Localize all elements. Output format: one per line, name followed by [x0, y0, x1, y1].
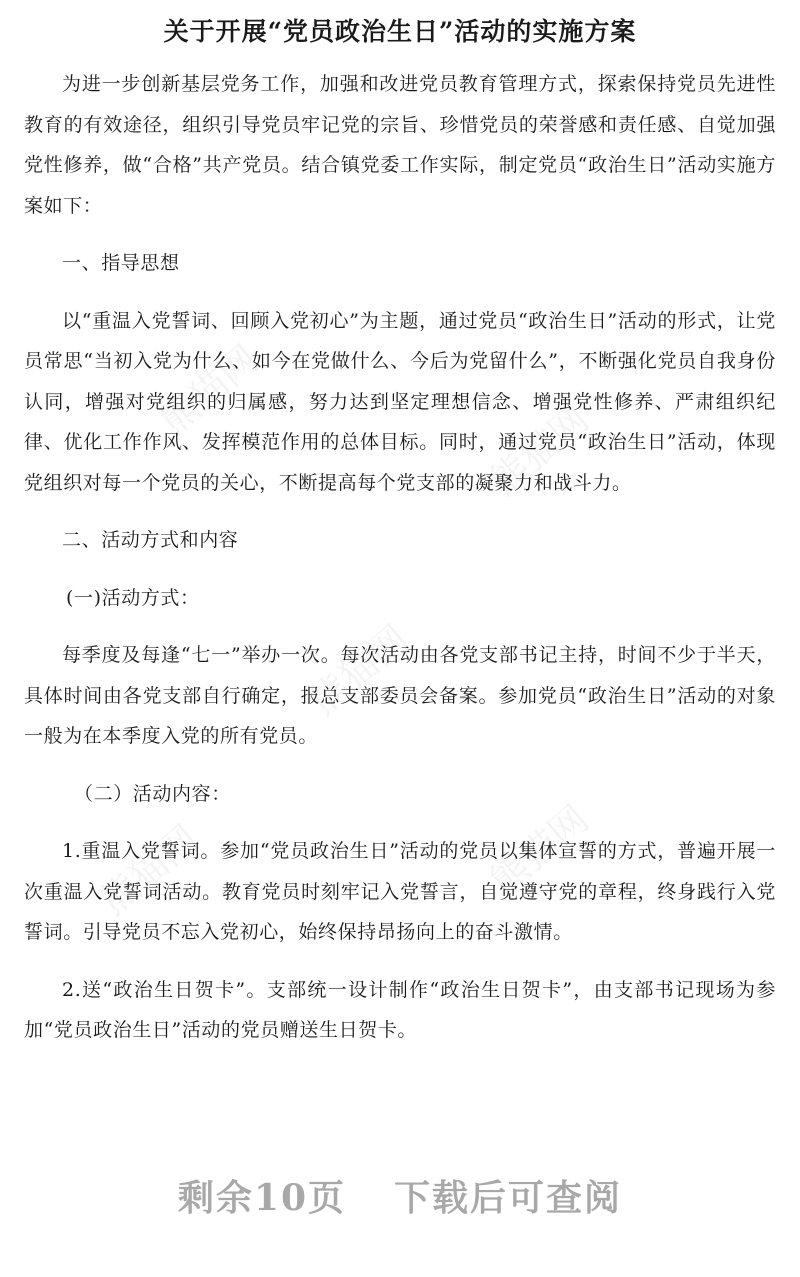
remaining-pages-text: 剩余10页 — [177, 1177, 347, 1219]
activity-method-paragraph: 每季度及每逢“七一”举办一次。每次活动由各党支部书记主持，时间不少于半天，具体时间由各党支部自行确定，报总支部委员会备案。参加党员“政治生日”活动的对象一般为在本季度入党的所有党员。 — [24, 644, 776, 747]
watermark: 熊猫网 — [151, 336, 268, 444]
activity-item-card: 2.送“政治生日贺卡”。支部统一设计制作“政治生日贺卡”，由支部书记现场为参加“党员政治生日”活动的党员赠送生日贺卡。 — [24, 978, 776, 1041]
watermark: 熊猫网 — [301, 616, 418, 724]
subheading-activity-method: (一)活动方式： — [66, 586, 200, 609]
activity-item-oath: 1.重温入党誓词。参加“党员政治生日”活动的党员以集体宣誓的方式，普遍开展一次重温入党誓词活动。教育党员时刻牢记入党誓言，自觉遵守党的章程，终身践行入党誓词。引导党员不忘入党初心，始终保持昂扬向上的奋斗激情。 — [24, 840, 776, 943]
download-to-view-text: 下载后可查阅 — [394, 1177, 623, 1219]
guiding-thought-paragraph: 以“重温入党誓词、回顾入党初心”为主题，通过党员“政治生日”活动的形式，让党员常思“当初入党为什么、如今在党做什么、今后为党留什么”，不断强化党员自我身份认同，增强对党组织的归属感，努力达到坚定理想信念、增强党性修养、严肃组织纪律、优化工作作风、发挥模范作用的总体目标。同时，通过党员“政治生日”活动，体现党组织对每一个党员的关心，不断提高每个党支部的凝聚力和战斗力。 — [24, 309, 776, 494]
watermark: 熊猫网 — [91, 816, 208, 924]
section-heading-guiding-thought: 一、指导思想 — [62, 252, 180, 274]
document-body — [24, 64, 776, 1068]
section-heading-activity: 二、活动方式和内容 — [62, 529, 239, 551]
document-title: 关于开展“党员政治生日”活动的实施方案 — [163, 17, 637, 46]
remaining-pages-banner[interactable] — [0, 1170, 800, 1221]
watermark: 熊猫网 — [481, 796, 598, 904]
subheading-activity-content: （二）活动内容： — [74, 782, 231, 805]
watermark: 熊猫网 — [481, 396, 598, 504]
intro-paragraph: 为进一步创新基层党务工作，加强和改进党员教育管理方式，探索保持党员先进性教育的有效途径，组织引导党员牢记党的宗旨、珍惜党员的荣誉感和责任感、自觉加强党性修养，做“合格”共产党员。结合镇党委工作实际，制定党员“政治生日”活动实施方案如下： — [24, 73, 776, 217]
